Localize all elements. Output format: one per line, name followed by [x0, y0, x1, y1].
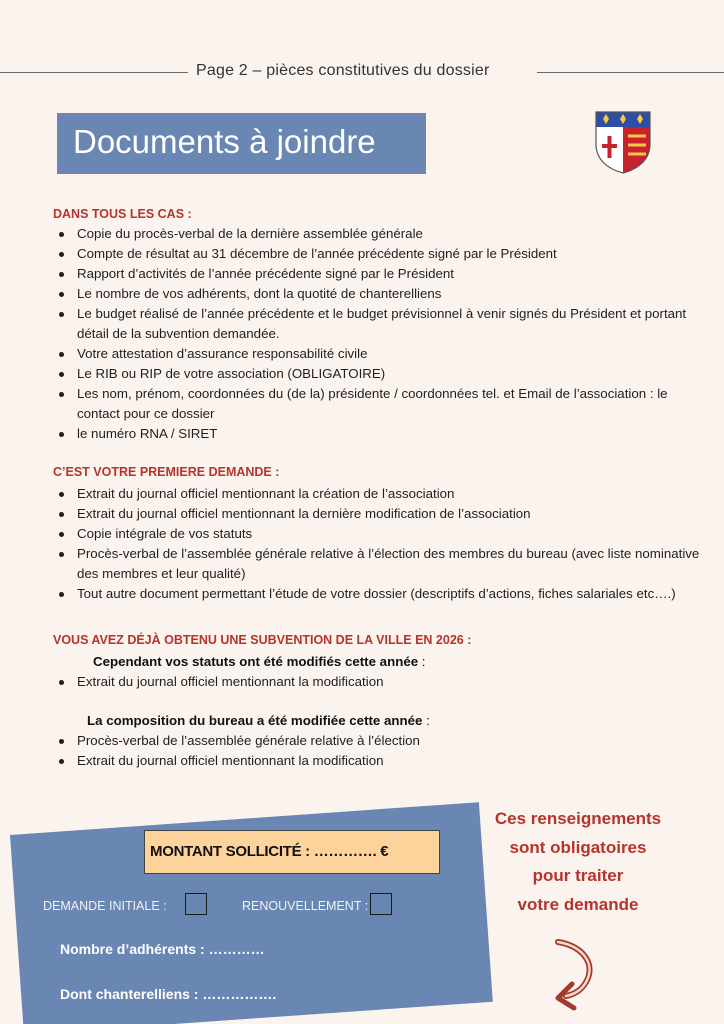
page-label: Page 2 – pièces constitutives du dossier — [196, 62, 490, 79]
subhead-bureau — [87, 713, 430, 728]
list-item: Extrait du journal officiel mentionnant la modification — [53, 672, 693, 692]
subhead-statuts — [93, 654, 426, 669]
amount-field[interactable] — [144, 830, 440, 874]
chanterelliens-count-field[interactable]: Dont chanterelliens : ……………. — [60, 986, 277, 1002]
title-banner — [57, 113, 426, 174]
section-title-first: C’EST VOTRE PREMIERE DEMANDE : — [53, 465, 280, 479]
renewal-checkbox[interactable] — [370, 893, 392, 915]
members-count-field[interactable]: Nombre d’adhérents : ………… — [60, 941, 265, 957]
list-item: Compte de résultat au 31 décembre de l’année précédente signé par le Président — [53, 244, 713, 264]
list-item: Tout autre document permettant l’étude de votre dossier (descriptifs d’actions, fiches salariales etc….) — [53, 584, 719, 604]
list-item: le numéro RNA / SIRET — [53, 424, 713, 444]
list-item: Rapport d’activités de l’année précédente signé par le Président — [53, 264, 713, 284]
header-rule-left — [0, 72, 188, 73]
list-item: Procès-verbal de l’assemblée générale relative à l’élection des membres du bureau (avec liste nominative des membres et leur qualité) — [53, 544, 719, 584]
list-item: Le budget réalisé de l’année précédente et le budget prévisionnel à venir signés du Président et portant détail de la subvention demandée. — [53, 304, 713, 344]
list-first-request — [53, 484, 719, 604]
list-item: Copie intégrale de vos statuts — [53, 524, 719, 544]
list-item: Copie du procès-verbal de la dernière assemblée générale — [53, 224, 713, 244]
list-item: Extrait du journal officiel mentionnant la dernière modification de l’association — [53, 504, 719, 524]
curved-arrow-icon — [552, 938, 598, 1012]
list-item: Extrait du journal officiel mentionnant la création de l’association — [53, 484, 719, 504]
list-item: Le RIB ou RIP de votre association (OBLIGATOIRE) — [53, 364, 713, 384]
notice-line: pour traiter — [532, 866, 624, 885]
list-statuts-modified — [53, 672, 693, 692]
list-item: Votre attestation d’assurance responsabilité civile — [53, 344, 713, 364]
initial-request-checkbox[interactable] — [185, 893, 207, 915]
page-header — [0, 60, 724, 84]
amount-label: MONTANT SOLLICITÉ : …………. € — [150, 843, 389, 860]
notice-line: Ces renseignements — [494, 809, 662, 828]
subhead-bureau-colon: : — [422, 713, 430, 728]
list-bureau-modified — [53, 731, 693, 771]
list-item: Procès-verbal de l’assemblée générale relative à l’élection — [53, 731, 693, 751]
list-all-cases — [53, 224, 713, 444]
coat-of-arms-icon — [594, 110, 652, 174]
header-rule-right — [537, 72, 724, 73]
initial-request-label: DEMANDE INITIALE : — [43, 899, 167, 913]
subhead-statuts-colon: : — [418, 654, 426, 669]
subhead-statuts-label: Cependant vos statuts ont été modifiés cette année — [93, 654, 419, 669]
list-item: Le nombre de vos adhérents, dont la quotité de chanterelliens — [53, 284, 713, 304]
renewal-label: RENOUVELLEMENT : — [242, 899, 369, 913]
page-title: Documents à joindre — [73, 123, 376, 160]
mandatory-notice — [474, 805, 682, 919]
subhead-bureau-label: La composition du bureau a été modifiée cette année — [87, 713, 423, 728]
notice-line: votre demande — [517, 894, 639, 914]
section-title-all: DANS TOUS LES CAS : — [53, 207, 192, 221]
list-item: Extrait du journal officiel mentionnant la modification — [53, 751, 693, 771]
section-title-already: VOUS AVEZ DÉJÀ OBTENU UNE SUBVENTION DE LA VILLE EN 2026 : — [53, 633, 472, 647]
list-item: Les nom, prénom, coordonnées du (de la) présidente / coordonnées tel. et Email de l’association : le contact pour ce dossier — [53, 384, 713, 424]
notice-line: sont obligatoires — [509, 837, 647, 857]
